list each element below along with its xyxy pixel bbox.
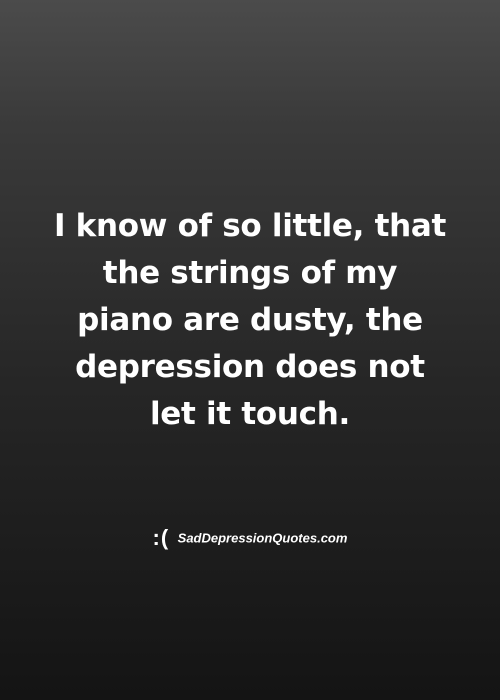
quote-line-5: let it touch. — [149, 396, 350, 432]
quote-line-3: piano are dusty, the — [77, 302, 423, 338]
quote-line-4: depression does not — [75, 349, 425, 385]
quote-text — [35, 203, 465, 438]
site-watermark — [0, 525, 500, 551]
quote-line-2: the strings of my — [102, 255, 398, 291]
site-name: SadDepressionQuotes.com — [177, 530, 348, 546]
quote-line-1: I know of so little, that — [53, 208, 447, 244]
sad-face-icon: :( — [152, 525, 170, 550]
